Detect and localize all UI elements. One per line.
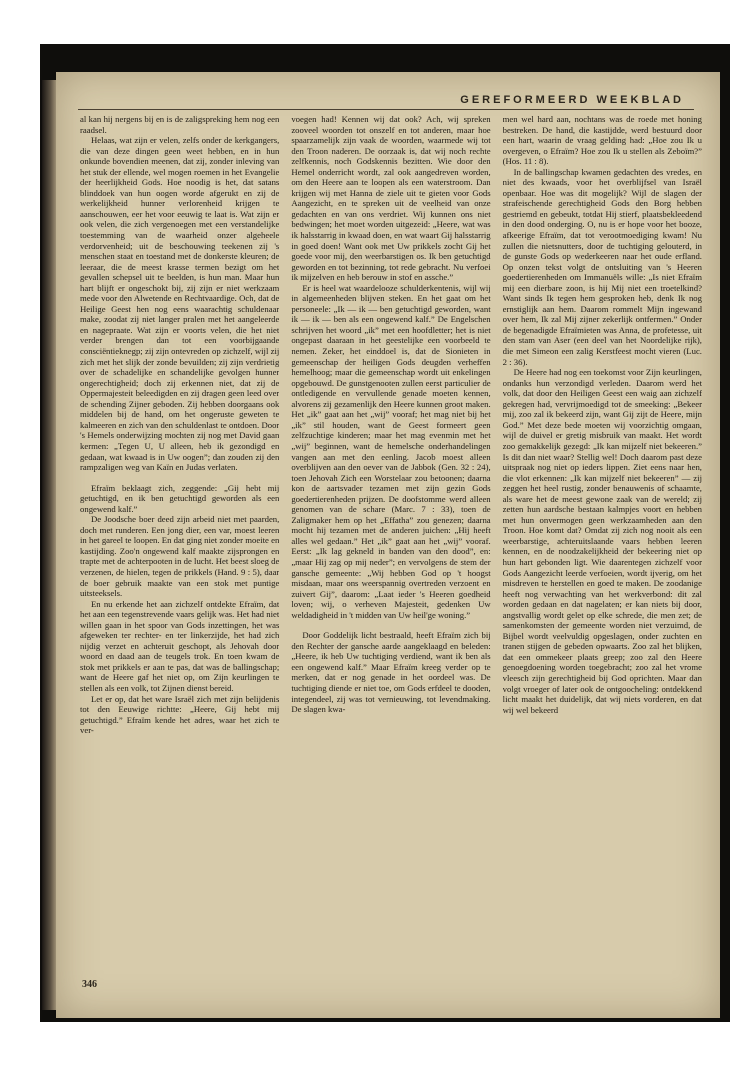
- paragraph: al kan hij nergens bij en is de zaligspreking hem nog een raadsel.: [80, 114, 280, 135]
- paragraph: voegen had! Kennen wij dat ook? Ach, wij spreken zooveel woorden tot onszelf en tot anderen, maar hoe spaarzamelijk zijn vaak de woorden, waarmede wij tot den Troon naderen. De oorzaak is, dat wij noch rechte zelfkennis, noch Godskennis bezitten. Wie door den Hemel onderricht wordt, zal ook aangedreven worden, om den Heere aan te loopen als een waterstroom. Dan krijgen wij met Hanna de ziele uit te gieten voor Gods Aangezicht, en te spreken uit de veelheid van onze gedachten en van ons verdriet. Wij kunnen ons niet bedwingen; het moet worden uitgezeid: „Heere, wat was ik halsstarrig in kwaad doen, en wat waart Gij halsstarrig in goed doen! Want ook met Uw prikkels zocht Gij het goede voor mij, den weerbarstigen os. Ik ben getuchtigd geworden en tot bezinning, tot rede gebracht. Nu verfoei ik mijzelven en heb berouw in stof en assche.”: [291, 114, 491, 283]
- column-3: [503, 114, 702, 958]
- paragraph: Door Goddelijk licht bestraald, heeft Efraïm zich bij den Rechter der gansche aarde aangeklaagd en beleden: „Heere, ik heb Uw tuchtiging verdiend, want ik ben als een ongewend kalf.” Maar Efraïm kreeg verder op te merken, dat er nog genade in het oordeel was. De tuchtiging diende er niet toe, om Gods erfdeel te dooden, integendeel, zij was tot vernieuwing, tot levendmaking. De slagen kwa-: [291, 630, 491, 715]
- column-1: [80, 114, 279, 958]
- paragraph: De Heere had nog een toekomst voor Zijn keurlingen, ondanks hun verzondigd verleden. Daarom werd het volk, dat door den Heiligen Geest een waig aan zichzelf gekregen had, vervrijmoedigd tot de smeeking: „Bekeer mij, zoo zal ik bekeerd zijn, want Gij zijt de Heere, mijn God.” Met deze bede moeten wij voorzichtig omgaan, wijl de duivel er gretig misbruik van maakt. Het wordt zoo gemakkelijk gezegd: „Ik kan mijzelf niet bekeeren.” Is dit dan niet waar? Stellig wel! Doch daarom past deze uitspraak nog niet op ieders lippen. Ziet eens naar hen, die vlot erkennen: „Ik kan mijzelf niet bekeeren” — zij zeggen het heel rustig, zonder benauwenis of schaamte, als ware het de meest gewone zaak van de wereld; zij zetten hun aardsche bestaan kalmpjes voort en hebben met hun onvermogen geen werkzaamheden aan den Troon. Hoe komt dat? Omdat zij zich nog nooit als een weerbarstige, achteruitslaande vaars hebben leeren kennen, en de noodzakelijkheid der bekeering niet op hun hart gebonden ligt. Wie daarentegen zichzelf voor Gods Aangezicht leerde verfoeien, wordt ijverig, om het misdreven te herstellen en goed te maken. De zoodanige heeft nog verwachting van het werkverbond: dit zal worden gedaan en dat nagelaten; er kan niets bij door, angstvallig wordt gelet op elke schrede, die men zet; de samenkomsten der gemeente worden niet verzuimd, de Bijbel wordt veelvuldig opgeslagen, onder zuchten en tranen stijgen de gebeden opwaarts. Zoo zal het blijken, dat een ommekeer plaats greep; zoo zal den Heere genoegdoening worden toegebracht; zoo zal het vrome vleesch zijn gerechtigheid bij God oprichten. Maar dan volgt vroeger of later ook de ontgoocheling: ontdekkend licht maakt het duidelijk, dat wij niets vorderen, en dat wij wel bekeerd: [502, 367, 702, 715]
- page-number: 346: [82, 979, 97, 990]
- paragraph: Let er op, dat het ware Israël zich met zijn belijdenis tot den Eeuwige richtte: „Heere, Gij hebt mij getuchtigd.” Efraïm kende het adres, waar het zich te ver-: [80, 693, 280, 736]
- paragraph: men wel hard aan, nochtans was de roede met honing bestreken. De hand, die kastijdde, werd bestuurd door een hart, waarin de vraag gelding had: „Hoe zou Ik u overgeven, o Efraïm? Hoe zou Ik u stellen als Zeboïm?” (Hos. 11 : 8).: [502, 114, 702, 167]
- text-columns: [80, 114, 702, 958]
- header-rule: [78, 109, 694, 110]
- paragraph: In de ballingschap kwamen gedachten des vredes, en niet des kwaads, voor het overblijfsel van Israël openbaar. Hoe was dit mogelijk? Wijl de slagen der strafeischende gerechtigheid Gods den Borg hebben gestriemd en gebeukt, totdat Hij stierf, plaatsbekleedend in den dood onderging. O, nu is er hope voor het booze, afkeerige Efraïm, dat tot verootmoediging kwam! Nu zullen die nietsnutters, door de tuchtiging gelouterd, in de gunste Gods op wederkeeren naar het oude erfland. Op onzen tekst volgt de ontsluiting van 's Heeren goedertierenheden om Immanuëls wille: „Is niet Efraïm mij een dierbare zoon, is hij Mij niet een troetelkind? Want sinds Ik tegen hem gesproken heb, denk Ik nog ernstiglijk aan hem. Daarom rommelt Mijn ingewand over hem, Ik zal Mij zijner zekerlijk ontfermen.” Onder de begenadigde Efraïmieten was Anna, de profetesse, uit den stam van Aser (een deel van het Noordelijke rijk), die met Simeon een zalig Kerstfeest mocht vieren (Luc. 2 : 36).: [502, 166, 702, 367]
- running-head: GEREFORMEERD WEEKBLAD: [460, 94, 684, 106]
- page-edge: [42, 80, 56, 1010]
- paragraph: Helaas, wat zijn er velen, zelfs onder de kerkgangers, die van deze dingen geen weet hebben, en in hun onkunde bovendien meenen, dat zij, zonder inleving van het stuk der ellende, wel mogen roemen in het Evangelie der heerlijkheid Gods. Hoe noodig is het, dat satans blinddoek van hun oogen worde afgerukt en zij de werkelijkheid hunner verlorenheid krijgen te aanschouwen, eer het voor eeuwig te laat is. Wat zijn er ook velen, die zich vergenoegen met een verstandelijke toestemming van de waarheid onzer algeheele verdorvenheid; uit de beschouwing teekenen zij 's menschen staat en toestand met de donkerste kleuren; de leeraar, die de meest krasse termen bezigt om het gevallen schepsel uit te beelden, is hun man. Maar hun hart blijft er ongeschokt bij, zij zijn er niet werkzaam mede voor den Alwetende en Rechtvaardige. Och, dat de Heilige Geest hen nog eens waarachtig schuldenaar make, zoodat zij niet langer pralen met het aangeleerde en nagepraate. Wat zijn er voorts velen, die het niet verder brengen dan tot een voorbijgaande consciëntieknegp; zij zijn ontevreden op zichzelf, wijl zij zich met het slijk der zonde bevuilden; zij zijn verdrietig over de schadelijke en schandelijke gevolgen hunner ongerechtigheid; doch zij erkennen niet, dat zij de Oppermajesteit beleedigden en zij dragen geen leed over de schending Zijner geboden. Zij hebben doorgaans ook middelen bij de hand, om het ongeruste geweten te kalmeeren en zich van den schuldenlast te ontdoen. Door 's Hemels onderwijzing mochten zij nog met David gaan kermen: „Tegen U, U alleen, heb ik gezondigd en gedaan, wat kwaad is in Uw oogen”; dan zouden zij den rampzaligen weg van Kaïn en Judas verlaten.: [80, 135, 280, 473]
- column-2: [291, 114, 490, 958]
- paragraph: En nu erkende het aan zichzelf ontdekte Efraïm, dat het aan een tegenstrevende vaars gelijk was. Het had niet willen gaan in het spoor van Gods inzettingen, het was afgeweken ter rechter- en ter linkerzijde, het had zich nijdig verzet en achteruit geschopt, als Jehovah door woord en daad aan de teugels trok. En toen kwam de stok met prikkels er aan te pas, dat was de ballingschap; want de Heere gaf het niet op, om Zijn keurlingen te stellen als een volk, tot Zijnen dienst bereid.: [80, 598, 280, 693]
- paragraph: Er is heel wat waardelooze schulderkentenis, wijl wij in algemeenheden blijven steken. En het gaat om het personeele: „Ik — ik — ben getuchtigd geworden, want ik — ik — ben als een ongewend kalf.” De Engelschen schrijven het woord „ik” met een hoofdletter; het is niet ongepast daaraan in het geestelijke een voorbeeld te nemen. Zeker, het einddoel is, dat de Sionieten in gemeenschap der heiligen Gods deugden verheffen hemelhoog; maar die gemeenschap wordt uit enkelingen opgebouwd. De gunstgenooten zullen eerst particulier de ontledigende en vervullende genade moeten kennen, alvorens zij gezamenlijk den Heere kunnen groot maken. Het „ik” gaat aan het „wij” vooraf; het mag niet bij het „ik” stil houden, want de Geest formeert geen zelfzuchtige kinderen; maar het mag evenmin met het „wij” beginnen, want de hemelsche onderhandelingen vangen aan met den eenling. Jacob moest alleen overblijven aan den oever van de Jabbok (Gen. 32 : 24), toen Jehovah Zich een Worstelaar zou betoonen; daarna kon de aartsvader tezamen met zijn gezin Gods goedertierenheden prijzen. De doofstomme werd alleen genomen van de schare (Marc. 7 : 33), toen de Zaligmaker hem op het „Effatha” zou genezen; daarna mocht hij tezamen met de anderen juichen: „Hij heeft alles wel gedaan.” Het „ik” gaat aan het „wij” vooraf. Eerst: „Ik lag gekneld in banden van den dood”, en: „maar Hij zag op mij neder”; en vervolgens de stem der gansche gemeente: „Wij hebben God op 't hoogst misdaan, maar ons weerspannig overtreden verzoent en zuivert Gij”, daarom: „Laat ieder 's Heeren goedheid loven; wij, o verheven Majesteit, gedenken Uw weldadigheid in 't midden van Uw heil'ge woning.”: [291, 282, 491, 620]
- document-page: [56, 72, 720, 1018]
- paragraph: Efraïm beklaagt zich, zeggende: „Gij hebt mij getuchtigd, en ik ben getuchtigd geworden als een ongewend kalf.”: [80, 482, 280, 514]
- paragraph: De Joodsche boer deed zijn arbeid niet met paarden, doch met runderen. Een jong dier, een var, moest leeren in het gareel te loopen. En dat ging niet zonder moeite en kastijding. Zoo'n ongewend kalf maakte zijsprongen en trapte met de achterpooten in de lucht. Het beest sloeg de verzenen, de hielen, tegen de prikkels (Hand. 9 : 5), daar de boer gebruik maakte van een stok met puntige uitsteeksels.: [80, 514, 280, 599]
